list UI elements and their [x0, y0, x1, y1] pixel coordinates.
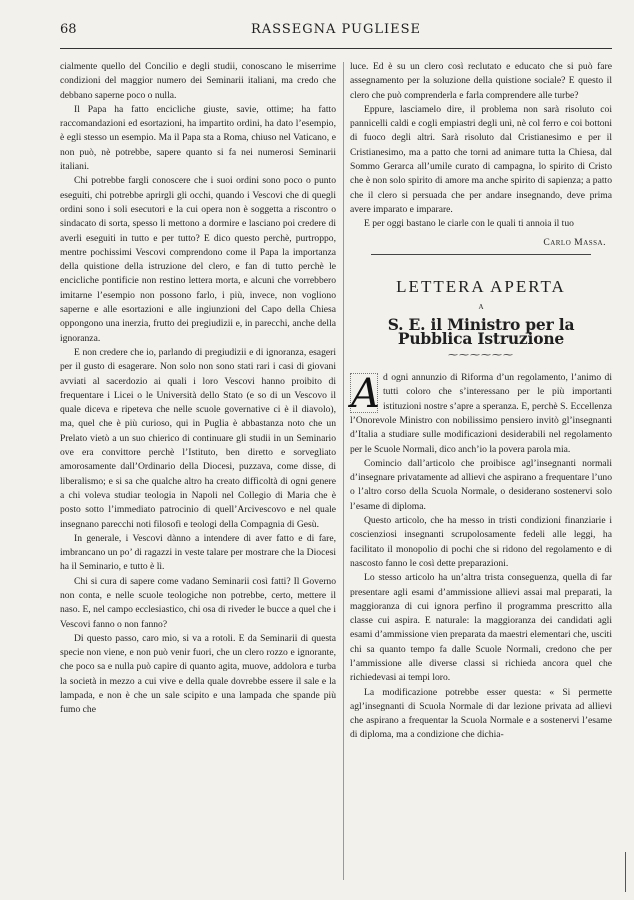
- paragraph: Questo articolo, che ha messo in tristi condizioni finanziarie i coscienziosi insegnanti scrupolosamente fedeli alle leggi, ha facilitato il monopolio di pochi che si ridono del regolamento e di nascosto fanno le così dette preparazioni.: [350, 515, 612, 569]
- paragraph: E non credere che io, parlando di pregiudizii e di ignoranza, esageri per il gusto di esagerare. Non solo non sono stati rari i casi di giovani avviati al sacerdozio ai quali i loro Vescovi hanno proibito di frequentare i Licei o le Università dello Stato (e so di un Vescovo il quale diceva e ripeteva che nelle scuole governative ci è il diavolo), ma, quel che è più curioso, qui in Puglia è abbastanza noto che un Prelato vietò a un suo chierico di continuare gli studii in un Seminario ove era convittore perchè l’Istituto, ben diretto e sorvegliato amorosamente dall’Ordinario della Diocesi, puzzava, come disse, di liberalismo; e si sa che qualche altro ha creato difficoltà di ogni genere a chi voleva studiar teologia in Napoli nel Collegio di Maria che è posto sotto l’immediato patrocinio di quell’Arcivescovo e nel quale insegnano parecchi noti filosofi e teologi della Compagnia di Gesù.: [60, 346, 336, 530]
- right-column: [350, 60, 612, 880]
- paragraph: Il Papa ha fatto encicliche giuste, savie, ottime; ha fatto raccomandazioni ed esortazioni, ha impartito ordini, ha dato l’esempio, è egli stesso un esempio. Ma il Papa sta a Roma, chiuso nel Vaticano, e non può, nè potrebbe, sapere quanto si fa nei numerosi Seminarii italiani.: [60, 103, 336, 173]
- page-number: 68: [60, 22, 77, 37]
- section-divider: [371, 254, 591, 255]
- page-header: [60, 22, 612, 49]
- paragraph: E per oggi bastano le ciarle con le quali ti annoia il tuo: [364, 218, 574, 230]
- column-rule: [343, 62, 344, 880]
- paragraph: Eppure, lasciamelo dire, il problema non sarà risoluto coi pannicelli caldi e cogli empiastri degli unì, nè col ferro e coi bottoni di fuoco degli altri. Sarà risoluto dal Cristianesimo e per il Cristianesimo, ma a patto che torni ad animare tutta la Chiesa, dal Sommo Gerarca all’umile curato di campagna, lo spirito di Cristo che è non solo spirito di amore ma anche spirito di sapienza; a patto che il clero si persuada che per andare insegnando, deve prima avere imparato e imparare.: [350, 103, 612, 215]
- letter-title: LETTERA APERTA: [396, 276, 566, 296]
- paragraph: luce. Ed è su un clero così reclutato e educato che si può fare assegnamento per la soluzione della quistione sociale? E questo il clero che può comprenderla e farla comprendere alle turbe?: [350, 61, 612, 101]
- letter-preposition: A: [478, 302, 484, 311]
- author-signature: Carlo Massa.: [543, 236, 606, 248]
- paragraph: cialmente quello del Concilio e degli studii, conoscano le miserrime condizioni del maggior numero dei Seminarii italiani, ma credo che debbano saperne poco o nulla.: [60, 61, 336, 101]
- paragraph: In generale, i Vescovi dànno a intendere di aver fatto e di fare, imbrancano un po’ di ragazzi in veste talare per mostrare che la Diocesi ha il Seminario, e tutto è lì.: [60, 532, 336, 573]
- paragraph: d ogni annunzio di Riforma d’un regolamento, l’animo di tutti coloro che s’interessano per le più importanti istituzioni nostre s’apre a speranza. E, perchè S. Eccellenza l’Onorevole Ministro con nobilissimo pensiero invitò gl’insegnanti d’Italia a studiare sulle modificazioni desiderabili nel regolamento per le Scuole Normali, dico anch’io la povera parola mia.: [350, 372, 612, 455]
- margin-mark: [625, 852, 626, 892]
- paragraph: Chi potrebbe fargli conoscere che i suoi ordini sono poco o punto eseguiti, chi potrebbe aprirgli gli occhi, quando i Vescovi che di quegli ordini sono i soli esecutori e la cui opera non è soggetta a riscontro o sindacato di sorta, spesso li mettono a dormire e lasciano poi credere di averli eseguiti in tutto e per tutto? E dico questo perchè, purtroppo, mentre pochissimi Vescovi comprendono come il Papa la importanza della quistione della istruzione del clero, e fan di tutto perchè le encicliche pontificie non restino lettera morta, e alcuni che vorrebbero imitarne l’esempio non possono farlo, i più, invece, non vogliono saperne e alle esortazioni e alle ingiunzioni del Capo della Chiesa oppongono una inerzia, frutto dei pregiudizii e, in parecchi, anche della ignoranza.: [60, 175, 336, 344]
- paragraph: Comincio dall’articolo che proibisce agl’insegnanti normali d’insegnare privatamente ad allievi che aspirano a frequentare l’uno o l’altro corso della Scuola Normale, o desiderano sostenervi solo l’esame di diploma.: [350, 457, 612, 512]
- letter-body: [350, 371, 612, 743]
- running-title: RASSEGNA PUGLIESE: [250, 22, 422, 37]
- letter-recipient: S. E. il Ministro per la Pubblica Istruzione: [387, 315, 575, 349]
- left-column: [60, 60, 336, 880]
- paragraph: Di questo passo, caro mio, si va a rotoli. E da Seminarii di questa specie non viene, e non può venir fuori, che un clero rozzo e ignorante, che poco sa e nulla può capire di quanto agita, muove, addolora e turba la società in mezzo a cui vive e della quale dovrebbe essere il sale e la lampada, e non è che un sale scipito e una lampada che spande più fumo che: [60, 632, 336, 716]
- ornament-flourish: ⁓⁓⁓⁓⁓⁓: [448, 349, 514, 361]
- paragraph: Lo stesso articolo ha un’altra trista conseguenza, quella di far presentare agli esami d’ammissione allievi assai mal preparati, la maggioranza di cui ignora perfino il programma prescritto alla classe cui aspira. E naturale: la maggioranza dei candidati agli esami d’ammissione vien preparata da maestri elementari che, usciti chi sa quanto tempo fa dalle Scuole Normali, credono che per l’ammissione alle diverse classi si richieda ancora quel che richiedevasi ai tempi loro.: [350, 572, 612, 684]
- paragraph: Chi si cura di sapere come vadano Seminarii così fatti? Il Governo non conta, e nelle scuole teologiche non potrebbe, certo, mettere il naso. E, nel campo ecclesiastico, chi osa di riveder le bucce a quel che i Vescovi fanno o non fanno?: [60, 575, 336, 630]
- paragraph: La modificazione potrebbe esser questa: « Si permette agl’insegnanti di Scuola Normale di dar lezione privata ad allievi che aspirano a frequentar la Scuola Normale e a sostenervi l’esame di diploma, ma a condizione che dichia-: [350, 686, 612, 741]
- dropcap-initial: A: [351, 371, 380, 418]
